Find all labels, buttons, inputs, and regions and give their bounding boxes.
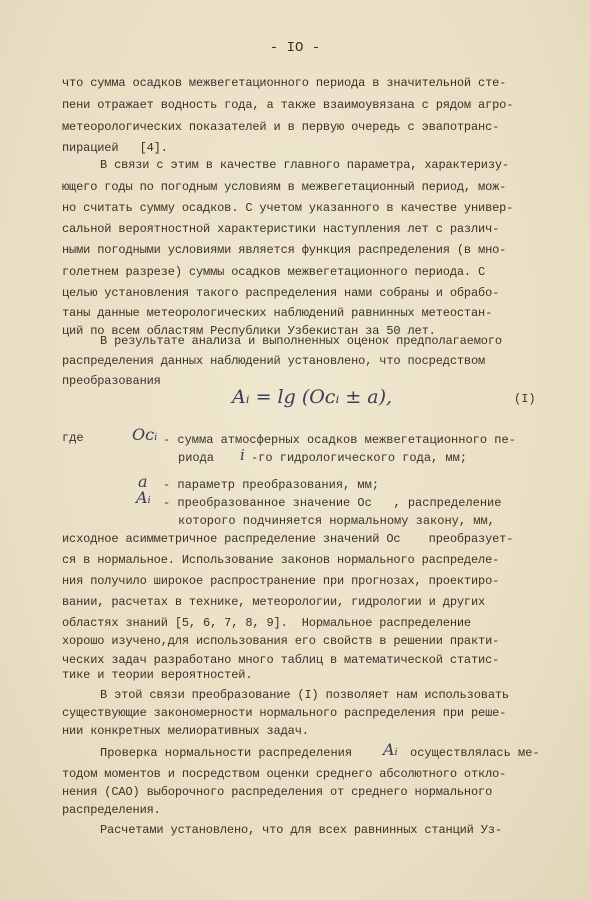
text-line: распределения. bbox=[62, 803, 161, 817]
text-line: ными погодными условиями является функция распределения (в мно- bbox=[62, 243, 507, 257]
text-line: тике и теории вероятностей. bbox=[62, 668, 253, 682]
text-line: голетнем разрезе) суммы осадков межвегетационного периода. С bbox=[62, 265, 486, 279]
text-line: Проверка нормальности распределения bbox=[100, 746, 353, 760]
text-line: преобразования bbox=[62, 374, 161, 388]
formula-main: Aᵢ = lg (Oᴄᵢ ± a), bbox=[232, 386, 393, 408]
text-line: ся в нормальное. Использование законов нормального распределе- bbox=[62, 553, 500, 567]
text-line: но считать сумму осадков. С учетом указанного в качестве универ- bbox=[62, 201, 514, 215]
definition-line: - параметр преобразования, мм; bbox=[163, 478, 380, 492]
text-line: исходное асимметричное распределение значений Oc преобразует- bbox=[62, 532, 514, 546]
definition-line: -го гидрологического года, мм; bbox=[251, 451, 468, 465]
text-line: нии конкретных мелиоративных задач. bbox=[62, 724, 309, 738]
definition-line: которого подчиняется нормальному закону, мм, bbox=[178, 514, 495, 528]
text-line: нения (САО) выборочного распределения от среднего нормального bbox=[62, 785, 493, 799]
definition-line: - сумма атмосферных осадков межвегетационного пе- bbox=[163, 433, 516, 447]
symbol-ai: Aᵢ bbox=[136, 488, 151, 507]
text-line: ния получило широкое распространение при прогнозах, проектиро- bbox=[62, 574, 500, 588]
text-line: тодом моментов и посредством оценки среднего абсолютного откло- bbox=[62, 767, 507, 781]
where-label: где bbox=[62, 431, 84, 445]
text-line: В связи с этим в качестве главного параметра, характеризу- bbox=[100, 158, 509, 172]
page-number: - IO - bbox=[269, 40, 321, 56]
text-line: В результате анализа и выполненных оценок предполагаемого bbox=[100, 334, 502, 348]
symbol-a: a bbox=[138, 472, 148, 491]
text-line: пирацией [4]. bbox=[62, 141, 168, 155]
text-line: распределения данных наблюдений установлено, что посредством bbox=[62, 354, 486, 368]
text-line: вании, расчетах в технике, метеорологии, гидрологии и других bbox=[62, 595, 486, 609]
text-line: В этой связи преобразование (I) позволяет нам использовать bbox=[100, 688, 509, 702]
text-line: целью установления такого распределения нами собраны и обрабо- bbox=[62, 286, 500, 300]
definition-line: - преобразованное значение Oc , распределение bbox=[163, 496, 502, 510]
equation-number: (I) bbox=[514, 392, 536, 406]
text-line: таны данные метеорологических наблюдений равнинных метеостан- bbox=[62, 306, 493, 320]
text-line: Расчетами установлено, что для всех равнинных станций Уз- bbox=[100, 823, 502, 837]
text-line: хорошо изучено,для использования его свойств в решении практи- bbox=[62, 634, 500, 648]
symbol-oci: Oᴄᵢ bbox=[132, 425, 158, 444]
text-line: пени отражает водность года, а также взаимоувязана с рядом агро- bbox=[62, 98, 514, 112]
text-line: существующие закономерности нормального распределения при реше- bbox=[62, 706, 507, 720]
text-line: осуществлялась ме- bbox=[410, 746, 540, 760]
symbol-ai: Aᵢ bbox=[383, 740, 398, 759]
text-line: ций по всем областям Республики Узбекистан за 50 лет. bbox=[62, 324, 436, 338]
symbol-i: i bbox=[240, 446, 245, 464]
definition-line: риода bbox=[178, 451, 215, 465]
text-line: ческих задач разработано много таблиц в математической статис- bbox=[62, 653, 500, 667]
text-line: сальной вероятностной характеристики наступления лет с различ- bbox=[62, 222, 500, 236]
text-line: метеорологических показателей и в первую очередь с эвапотранс- bbox=[62, 120, 500, 134]
text-line: что сумма осадков межвегетационного периода в значительной сте- bbox=[62, 76, 507, 90]
text-line: ющего годы по погодным условиям в межвегетационный период, мож- bbox=[62, 180, 507, 194]
text-line: областях знаний [5, 6, 7, 8, 9]. Нормальное распределение bbox=[62, 616, 471, 630]
